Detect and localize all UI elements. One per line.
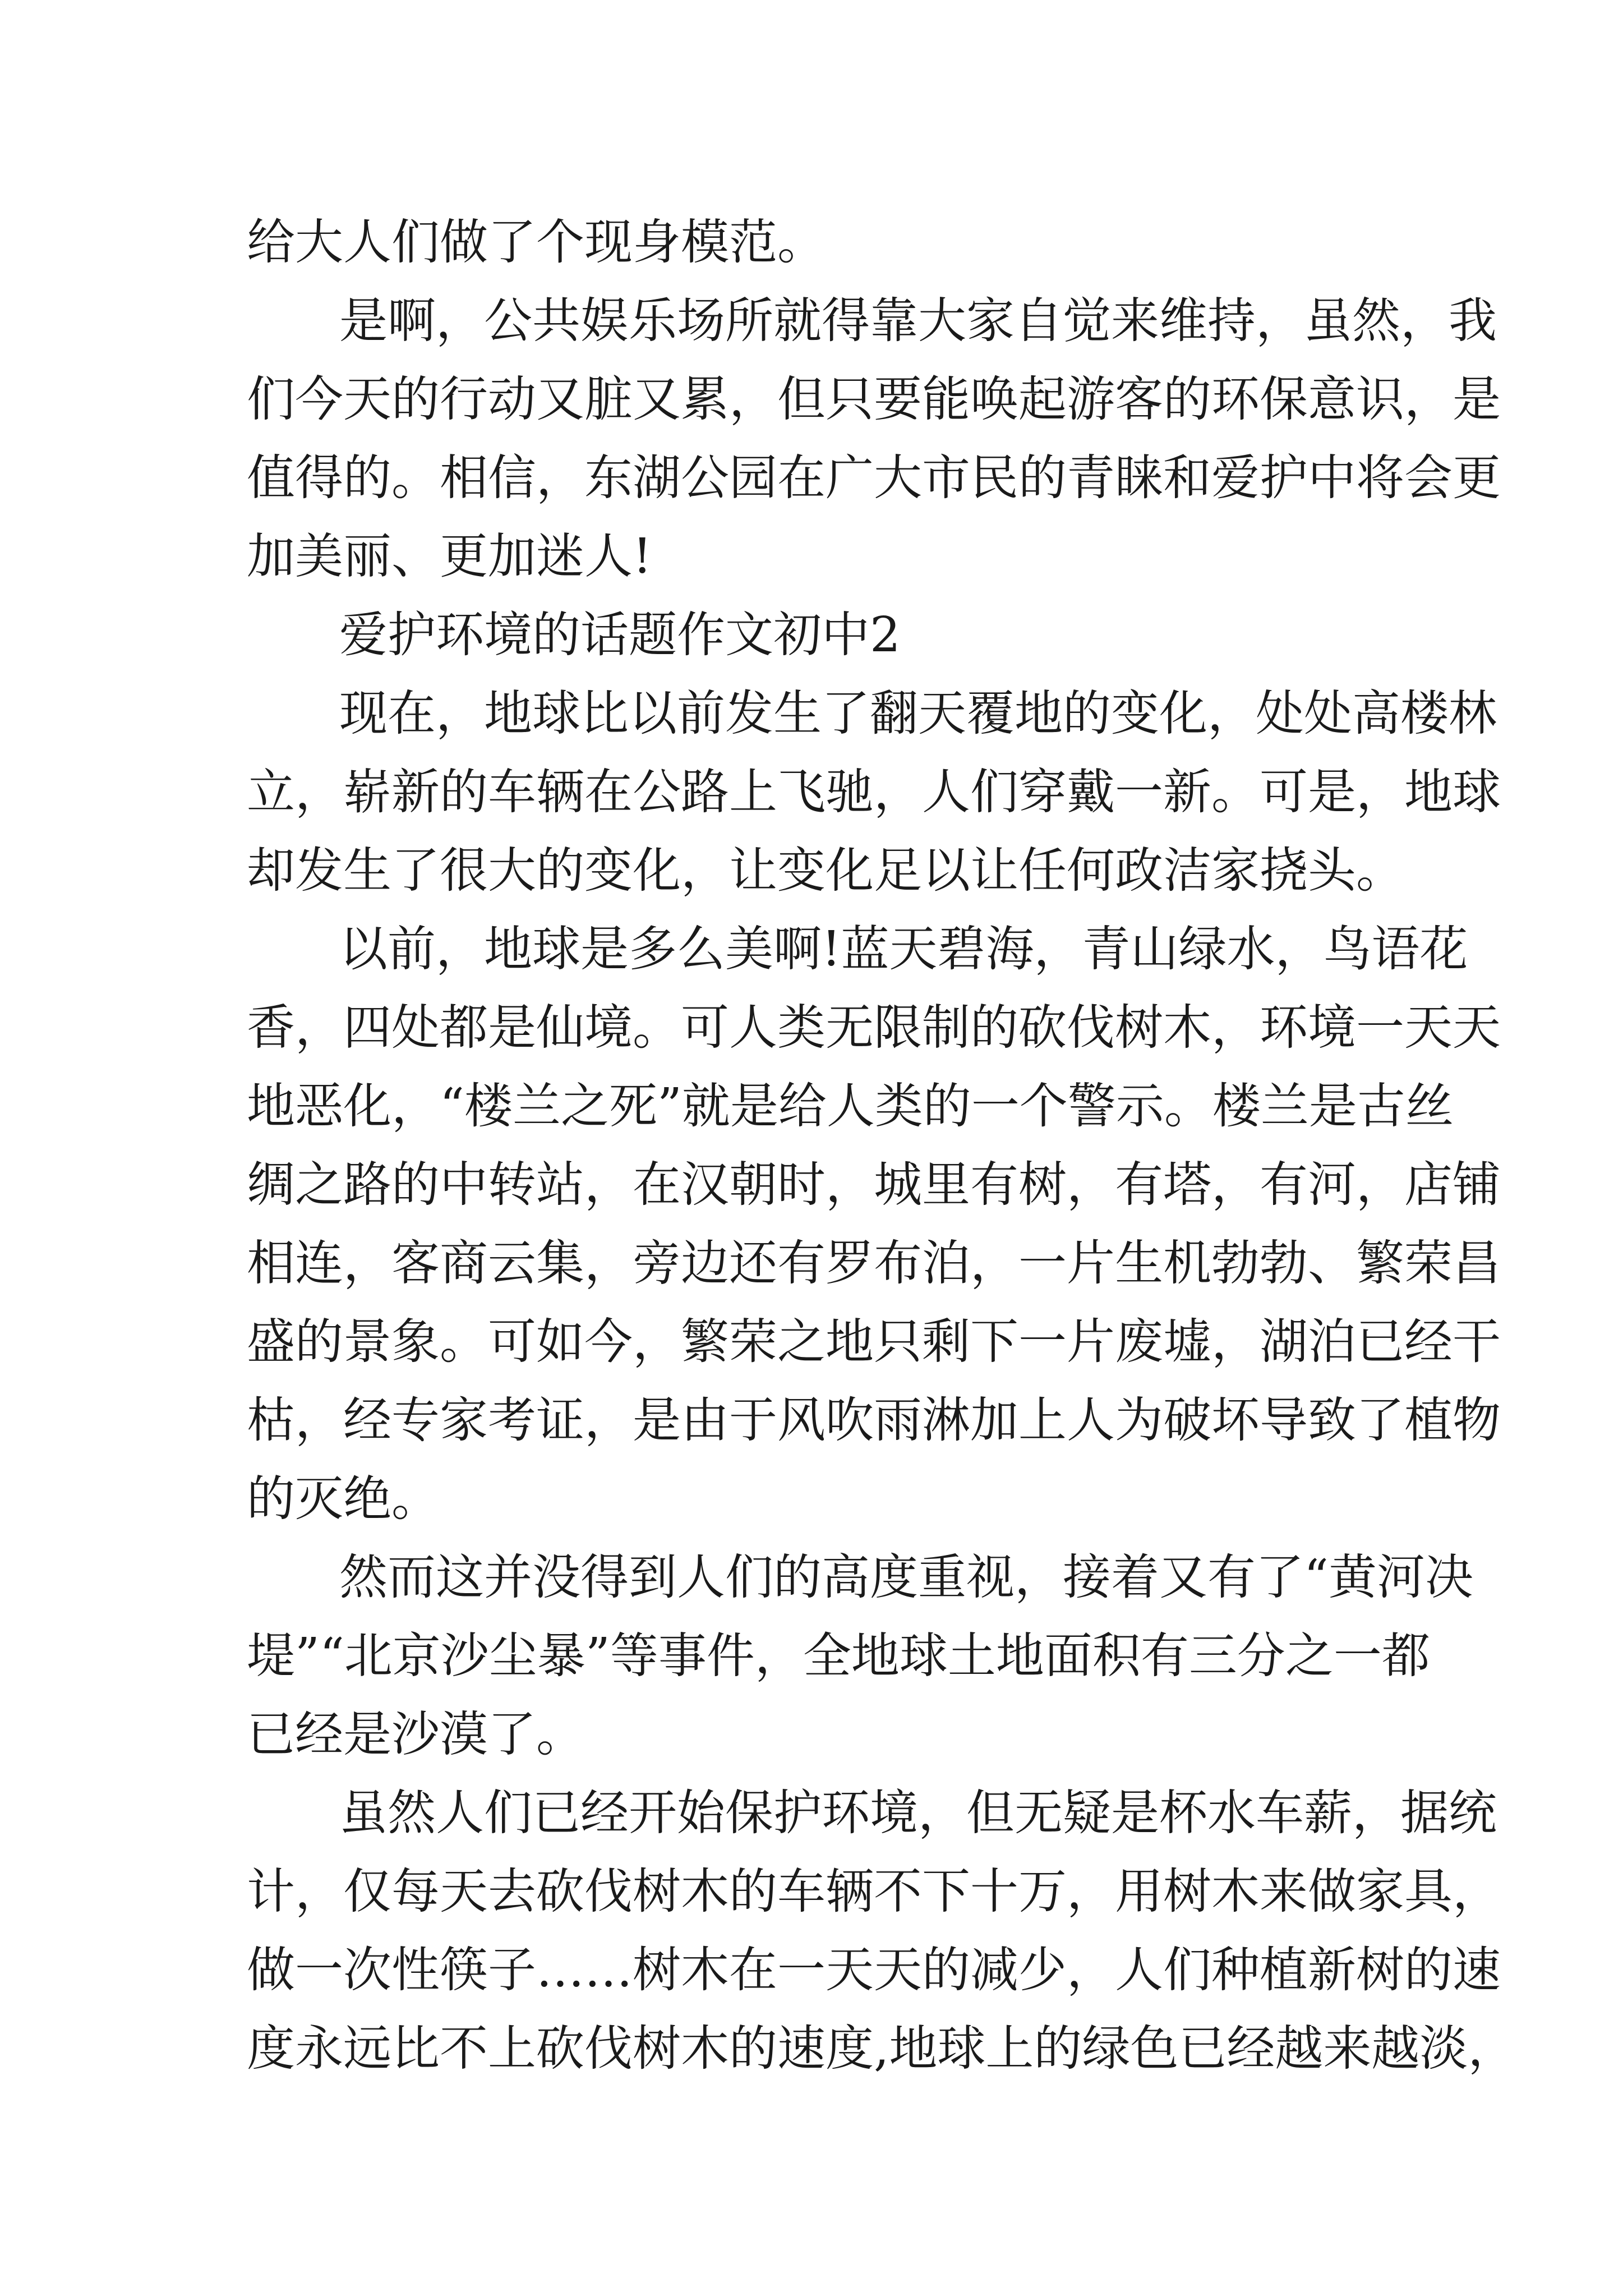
paragraph-first-line: 以前，地球是多么美啊!蓝天碧海，青山绿水，鸟语花	[339, 921, 1468, 977]
text-line: 们今天的行动又脏又累，但只要能唤起游客的环保意识，是	[247, 371, 1501, 427]
paragraph-first-line: 虽然人们已经开始保护环境，但无疑是杯水车薪，据统	[339, 1785, 1497, 1841]
paragraph-first-line: 现在，地球比以前发生了翻天覆地的变化，处处高楼林	[339, 685, 1497, 742]
text-line: 度永远比不上砍伐树木的速度,地球上的绿色已经越来越淡，	[247, 2021, 1516, 2077]
text-line: 的灭绝。	[247, 1471, 440, 1527]
text-line: 枯，经专家考证，是由于风吹雨淋加上人为破坏导致了植物	[247, 1392, 1501, 1448]
text-line: 计，仅每天去砍伐树木的车辆不下十万，用树木来做家具，	[247, 1864, 1501, 1920]
text-line: 堤”“北京沙尘暴”等事件，全地球土地面积有三分之一都	[247, 1628, 1430, 1684]
text-line: 立，崭新的车辆在公路上飞驰，人们穿戴一新。可是，地球	[247, 764, 1501, 820]
paragraph-first-line: 是啊，公共娱乐场所就得靠大家自觉来维持，虽然，我	[339, 293, 1497, 349]
text-line: 地恶化，“楼兰之死”就是给人类的一个警示。楼兰是古丝	[247, 1078, 1454, 1134]
text-line: 值得的。相信，东湖公园在广大市民的青睐和爱护中将会更	[247, 450, 1501, 506]
paragraph-first-line: 然而这并没得到人们的高度重视，接着又有了“黄河决	[339, 1549, 1473, 1605]
text-line: 绸之路的中转站，在汉朝时，城里有树，有塔，有河，店铺	[247, 1157, 1501, 1213]
text-line: 盛的景象。可如今，繁荣之地只剩下一片废墟，湖泊已经干	[247, 1314, 1501, 1370]
text-line: 相连，客商云集，旁边还有罗布泊，一片生机勃勃、繁荣昌	[247, 1235, 1501, 1291]
text-line: 香，四处都是仙境。可人类无限制的砍伐树木，环境一天天	[247, 1000, 1501, 1056]
text-line: 已经是沙漠了。	[247, 1706, 584, 1763]
text-line: 给大人们做了个现身模范。	[247, 214, 826, 270]
text-line: 做一次性筷子……树木在一天天的减少，人们种植新树的速	[247, 1942, 1501, 1998]
text-line: 却发生了很大的变化，让变化足以让任何政洁家挠头。	[247, 843, 1404, 899]
text-line: 加美丽、更加迷人!	[247, 528, 652, 585]
section-title: 爱护环境的话题作文初中2	[339, 607, 901, 663]
